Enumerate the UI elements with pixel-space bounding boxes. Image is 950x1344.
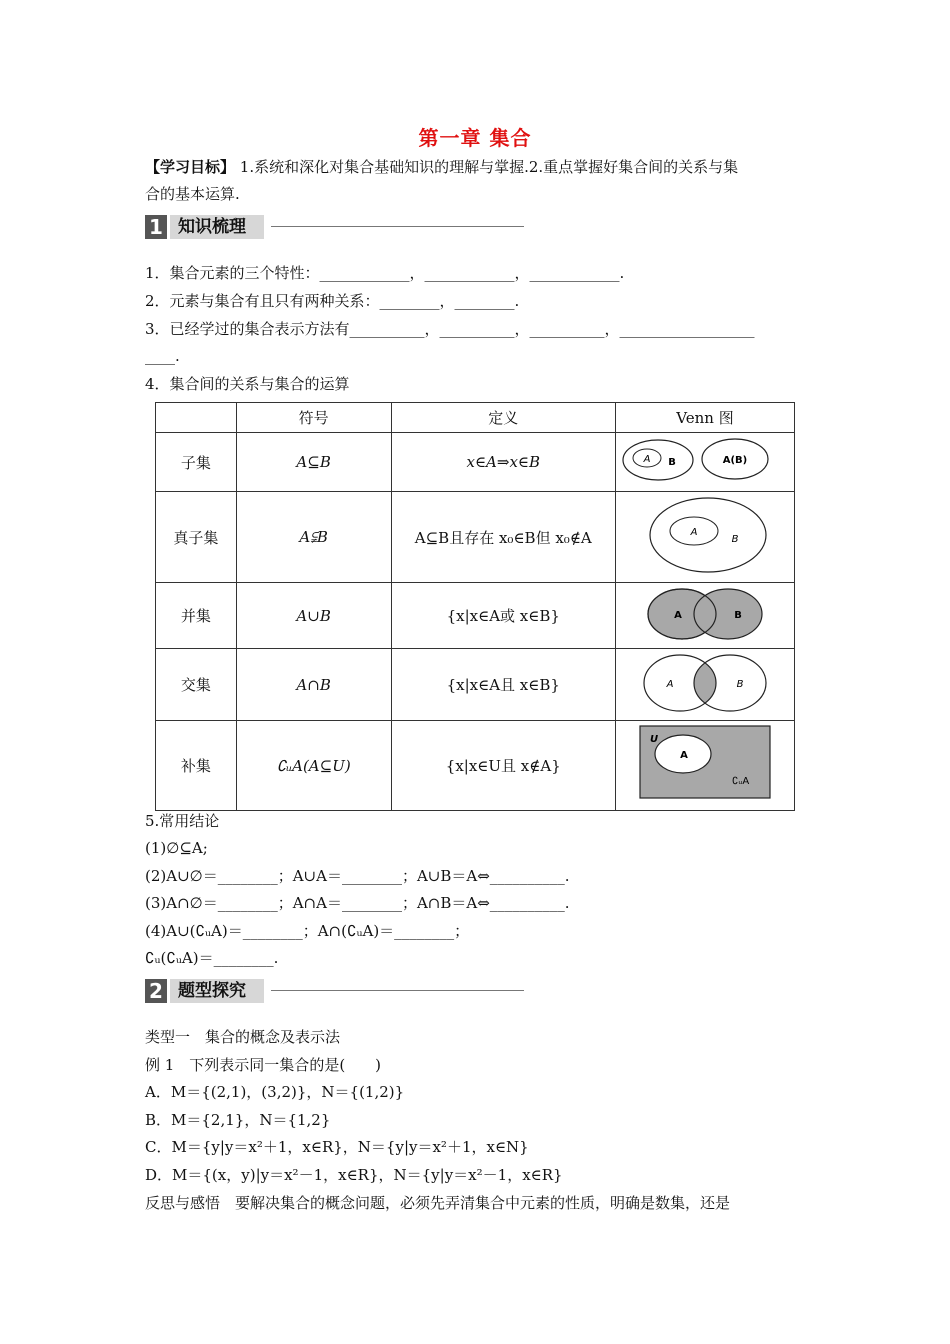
venn-intersection — [616, 649, 795, 721]
row-definition: {x|x∈A或 x∈B} — [391, 583, 616, 649]
section-label: 题型探究 — [170, 979, 264, 1003]
option-d: D．M＝{(x，y)|y＝x²－1，x∈R}，N＝{y|y＝x²－1，x∈R} — [145, 1166, 563, 1184]
conclusion-5: ∁ᵤ(∁ᵤA)＝________. — [145, 949, 279, 967]
venn-union-diagram — [620, 584, 790, 644]
row-definition: {x|x∈A且 x∈B} — [391, 649, 616, 721]
header-cell: 符号 — [236, 403, 391, 433]
conclusion-4: (4)A∪(∁ᵤA)＝________；A∩(∁ᵤA)＝________； — [145, 922, 470, 940]
learning-goals — [145, 157, 738, 177]
header-cell: Venn 图 — [616, 403, 795, 433]
row-definition: A⊆B且存在 x₀∈B但 x₀∉A — [391, 492, 616, 583]
row-definition: {x|x∈U且 x∉A} — [391, 721, 616, 811]
row-name: 并集 — [156, 583, 237, 649]
label-b: B — [731, 534, 739, 545]
label-ab: A(B) — [722, 455, 748, 466]
label-b: B — [734, 609, 742, 621]
row-definition: x∈A⇒x∈B — [391, 433, 616, 492]
venn-union — [616, 583, 795, 649]
table-row — [156, 583, 795, 649]
item-2: 2．元素与集合有且只有两种关系：________，________. — [145, 292, 520, 310]
section-number: 2 — [145, 979, 167, 1003]
option-a: A．M＝{(2,1)，(3,2)}，N＝{(1,2)} — [145, 1083, 405, 1101]
conclusion-2: (2)A∪∅＝________；A∪A＝________；A∪B＝A⇔__________. — [145, 867, 570, 885]
option-b: B．M＝{2,1}，N＝{1,2} — [145, 1111, 331, 1129]
venn-subset — [616, 433, 795, 492]
set-b-ellipse — [650, 498, 766, 572]
table-row — [156, 721, 795, 811]
row-symbol: A∪B — [236, 583, 391, 649]
label-u: U — [650, 733, 659, 745]
row-name: 补集 — [156, 721, 237, 811]
label-b: B — [668, 457, 676, 468]
header-cell: 定义 — [391, 403, 616, 433]
venn-proper-subset — [616, 492, 795, 583]
chapter-title: 第一章 集合 — [418, 126, 532, 150]
label-a: A — [674, 609, 682, 621]
label-a: A — [666, 678, 674, 690]
conclusion-3: (3)A∩∅＝________；A∩A＝________；A∩B＝A⇔__________. — [145, 894, 570, 912]
row-symbol: A∩B — [236, 649, 391, 721]
header-cell — [156, 403, 237, 433]
row-name: 子集 — [156, 433, 237, 492]
row-name: 真子集 — [156, 492, 237, 583]
reflection: 反思与感悟 要解决集合的概念问题，必须先弄清集合中元素的性质，明确是数集，还是 — [145, 1194, 731, 1212]
row-symbol: A⫋B — [236, 492, 391, 583]
item-1: 1．集合元素的三个特性：____________，____________，____________. — [145, 264, 625, 282]
table-row — [156, 433, 795, 492]
goals-text-line1: 1.系统和深化对集合基础知识的理解与掌握.2.重点掌握好集合间的关系与集 — [235, 158, 739, 176]
item-4: 4．集合间的关系与集合的运算 — [145, 375, 350, 393]
relations-table — [155, 402, 795, 811]
table-header-row — [156, 403, 795, 433]
venn-intersection-diagram — [620, 650, 790, 716]
goals-label: 【学习目标】 — [145, 158, 236, 176]
item-3: 3．已经学过的集合表示方法有__________，__________，__________，__________________ — [145, 320, 755, 338]
goals-text-line2: 合的基本运算. — [145, 185, 240, 203]
example-type: 类型一 集合的概念及表示法 — [145, 1028, 341, 1046]
venn-proper-subset-diagram — [620, 492, 790, 578]
row-symbol: A⊆B — [236, 433, 391, 492]
conclusions-title: 5.常用结论 — [145, 812, 220, 830]
venn-complement — [616, 721, 795, 811]
table-row — [156, 649, 795, 721]
option-c: C．M＝{y|y＝x²＋1，x∈R}，N＝{y|y＝x²＋1，x∈N} — [145, 1138, 529, 1156]
section-rule — [271, 990, 524, 991]
table-row — [156, 492, 795, 583]
section-number: 1 — [145, 215, 167, 239]
label-a: A — [680, 749, 688, 761]
section-rule — [271, 226, 524, 227]
section-label: 知识梳理 — [170, 215, 264, 239]
set-b-ellipse — [694, 589, 762, 639]
example-question: 例 1 下列表示同一集合的是( ) — [145, 1056, 382, 1074]
row-symbol: ∁ᵤA(A⊆U) — [236, 721, 391, 811]
label-complement: ∁ᵤA — [732, 775, 750, 787]
venn-complement-diagram — [620, 722, 790, 806]
row-name: 交集 — [156, 649, 237, 721]
conclusion-1: (1)∅⊆A; — [145, 839, 208, 857]
label-b: B — [736, 678, 744, 690]
label-a: A — [690, 527, 698, 538]
venn-subset-diagram — [620, 433, 790, 487]
label-a: A — [643, 454, 651, 465]
item-3-cont: ____. — [145, 347, 180, 365]
